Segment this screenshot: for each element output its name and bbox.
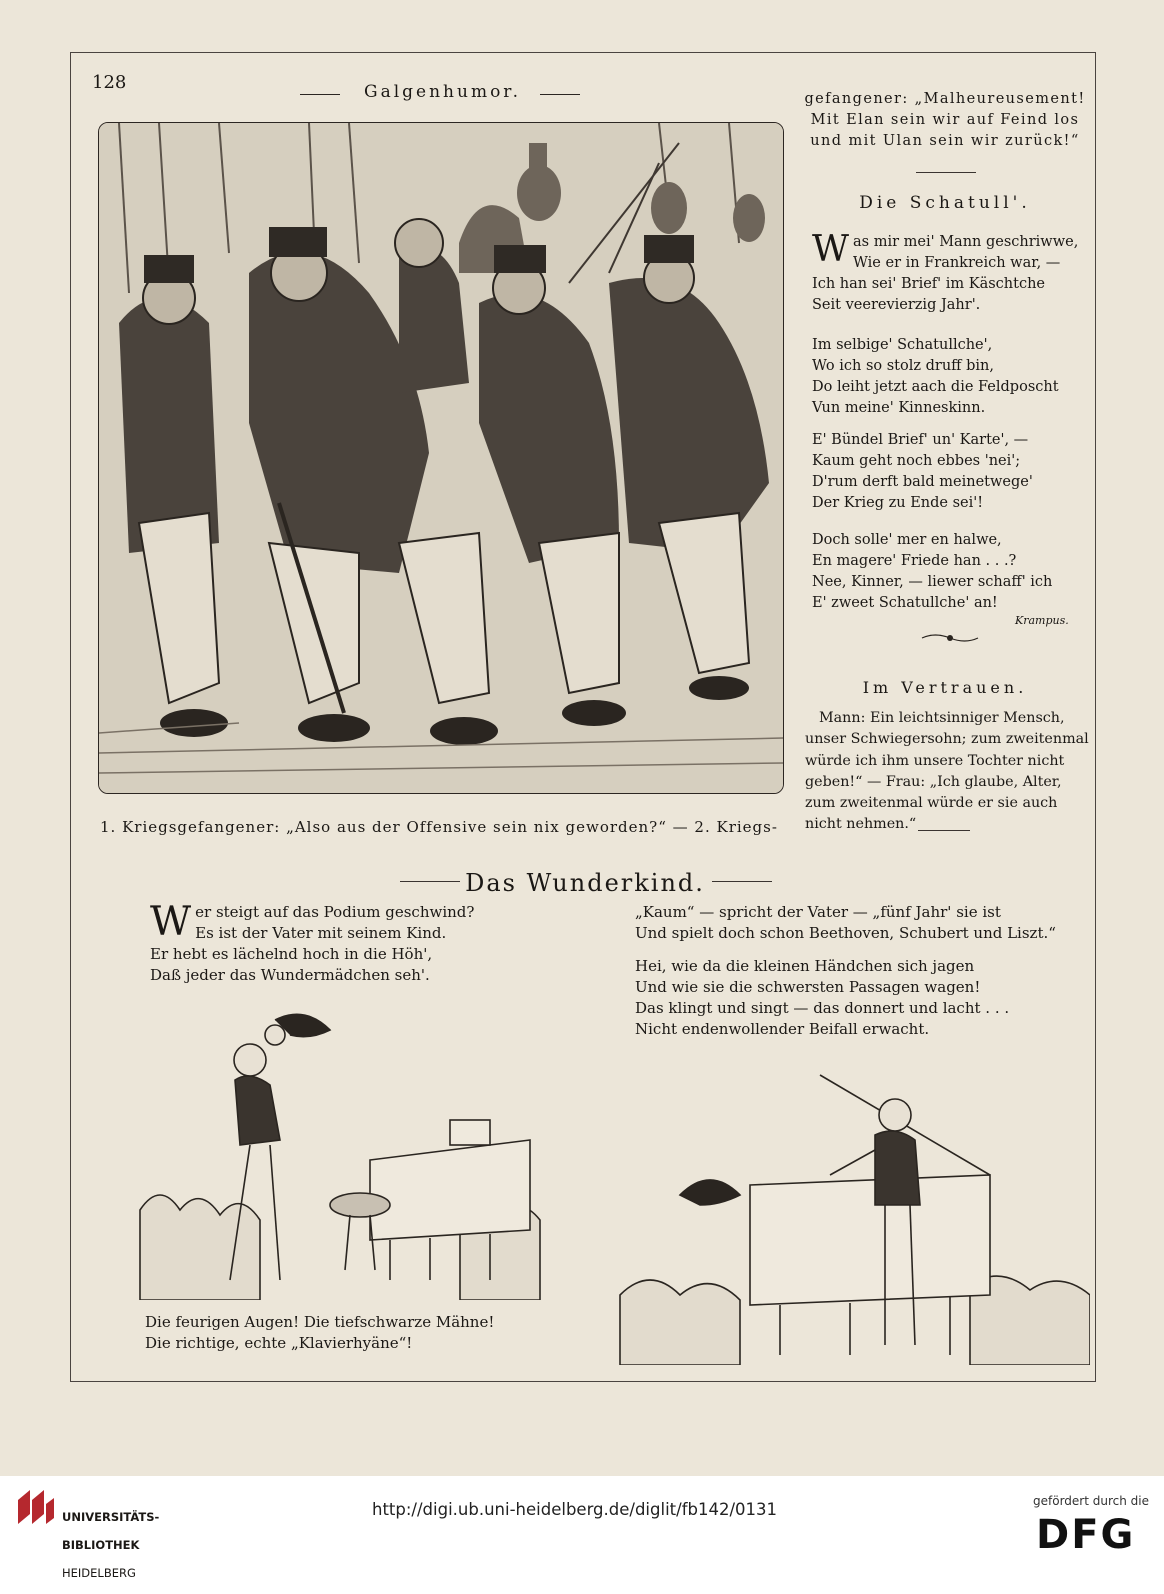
ornament-flourish [920, 630, 980, 646]
institution-line: BIBLIOTHEK [62, 1538, 140, 1552]
poem-author: Krampus. [1015, 614, 1069, 627]
caption-cont-line: Mit Elan sein wir auf Feind los [810, 112, 1080, 128]
verse-line: Und spielt doch schon Beethoven, Schubert und Liszt.“ [635, 924, 1056, 942]
cartoon-caption: 1. Kriegsgefangener: „Also aus der Offensive sein nix geworden?“ — 2. Kriegs- [100, 818, 778, 836]
verse-line: En magere' Friede han . . .? [812, 553, 1017, 569]
head-ornament-right [540, 94, 580, 95]
university-library-logo-icon [14, 1486, 56, 1528]
institution-line: HEIDELBERG [62, 1566, 136, 1580]
verse-line: Nee, Kinner, — liewer schaff' ich [812, 574, 1053, 590]
text-line: nicht nehmen.“ [805, 816, 917, 833]
verse-line: E' Bündel Brief' un' Karte', — [812, 432, 1029, 448]
verse-line: Doch solle' mer en halwe, [812, 532, 1002, 548]
section-divider [916, 172, 976, 173]
dropcap: W [812, 229, 850, 270]
title-ornament-right [712, 881, 772, 882]
section-divider [918, 830, 970, 831]
section-title-vertrauen: Im Vertrauen. [862, 678, 1028, 697]
pianist-bowing-drawing [610, 1055, 1090, 1365]
father-lifting-child-drawing [130, 1010, 550, 1300]
caption-cont-line: und mit Ulan sein wir zurück!“ [810, 133, 1080, 149]
verse-line: Er hebt es lächelnd hoch in die Höh', [150, 945, 433, 963]
vertrauen-dialogue [805, 708, 1090, 836]
verse-line: Kaum geht noch ebbes 'nei'; [812, 453, 1021, 469]
verse-line: Es ist der Vater mit seinem Kind. [195, 924, 447, 942]
verse-line: Und wie sie die schwersten Passagen wagen! [635, 978, 981, 996]
verse-line: Die feurigen Augen! Die tiefschwarze Mähne! [145, 1313, 495, 1331]
prisoners-of-war-illustration [98, 122, 784, 794]
poem-title-wunderkind: Das Wunderkind. [465, 869, 705, 897]
verse-line: Ich han sei' Brief' im Käschtche [812, 276, 1045, 292]
institution-line: UNIVERSITÄTS- [62, 1510, 160, 1524]
verse-line: Hei, wie da die kleinen Händchen sich jagen [635, 957, 975, 975]
verse-line: Seit veerevierzig Jahr'. [812, 297, 981, 313]
caption-cont-line: gefangener: „Malheureusement! [804, 91, 1086, 107]
text-line: zum zweitenmal würde er sie auch [805, 795, 1058, 812]
verse-line: Wo ich so stolz druff bin, [812, 358, 994, 374]
verse-line: Im selbige' Schatullche', [812, 337, 993, 353]
page-number: 128 [92, 72, 127, 93]
wunderkind-verse-right [635, 902, 1056, 1040]
verse-line: Wie er in Frankreich war, — [853, 255, 1061, 271]
verse-line: Der Krieg zu Ende sei'! [812, 495, 984, 511]
dfg-logo: DFG [1036, 1512, 1136, 1558]
verse-line: Daß jeder das Wundermädchen seh'. [150, 966, 430, 984]
verse-line: as mir mei' Mann geschriwwe, [853, 234, 1079, 250]
text-line: geben!“ — Frau: „Ich glaube, Alter, [805, 773, 1062, 790]
running-head: Galgenhumor. [364, 82, 521, 102]
institution-name [62, 1496, 159, 1594]
stanza-2 [812, 335, 1059, 419]
verse-line: Do leiht jetzt aach die Feldposcht [812, 379, 1059, 395]
dropcap: W [150, 899, 192, 945]
text-line: würde ich ihm unsere Tochter nicht [805, 752, 1065, 769]
funded-by-label: gefördert durch die [1033, 1494, 1149, 1508]
verse-line: E' zweet Schatullche' an! [812, 595, 998, 611]
verse-line: Nicht endenwollender Beifall erwacht. [635, 1020, 930, 1038]
verse-line: D'rum derft bald meinetwege' [812, 474, 1033, 490]
verse-line: Vun meine' Kinneskinn. [812, 400, 986, 416]
stanza-3 [812, 430, 1033, 514]
digital-object-url[interactable]: http://digi.ub.uni-heidelberg.de/diglit/fb142/0131 [372, 1500, 778, 1519]
verse-line: Die richtige, echte „Klavierhyäne“! [145, 1334, 413, 1352]
text-line: Mann: Ein leichtsinniger Mensch, [819, 710, 1065, 726]
text-line: unser Schwiegersohn; zum zweitenmal [805, 731, 1089, 748]
footer-bar [0, 1476, 1164, 1571]
verse-line: „Kaum“ — spricht der Vater — „fünf Jahr' sie ist [635, 903, 1001, 921]
verse-line: er steigt auf das Podium geschwind? [195, 903, 475, 921]
engraving-soldiers [99, 123, 783, 793]
poem-title-schatull: Die Schatull'. [859, 193, 1031, 213]
wunderkind-verse-bottom [145, 1312, 494, 1354]
stanza-4 [812, 530, 1052, 614]
verse-line: Das klingt und singt — das donnert und lacht . . . [635, 999, 1010, 1017]
wunderkind-verse-left [150, 899, 475, 986]
stanza-1 [812, 229, 1079, 316]
